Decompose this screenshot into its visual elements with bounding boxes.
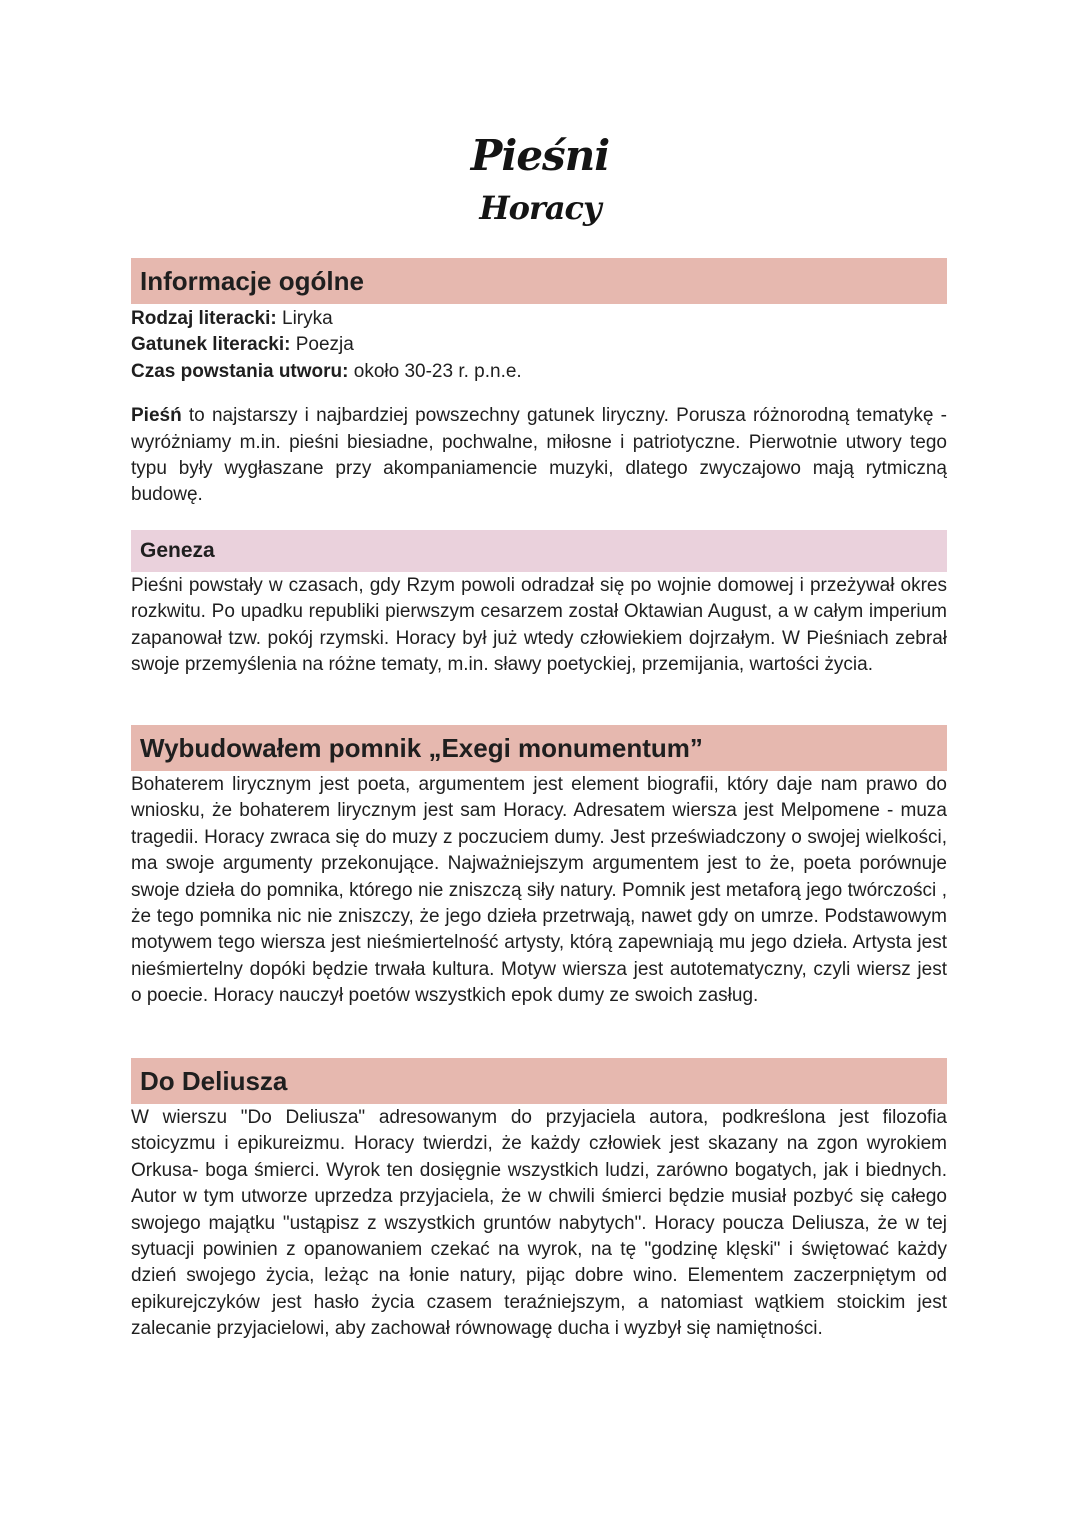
title-block — [0, 128, 1080, 232]
section-info — [131, 258, 947, 509]
info-value: około 30-23 r. p.n.e. — [353, 360, 522, 382]
info-label: Gatunek literacki: — [131, 334, 291, 356]
section-heading-geneza: Geneza — [131, 530, 947, 572]
info-row-date — [131, 359, 947, 385]
section-heading-info: Informacje ogólne — [131, 258, 947, 304]
section-deliusz — [131, 1058, 947, 1343]
info-label: Rodzaj literacki: — [131, 308, 277, 329]
geneza-paragraph: Pieśni powstały w czasach, gdy Rzym powoli odradzał się po wojnie domowej i przeżywał okres rozkwitu. Po upadku republiki pierwszym cesarzem został Oktawian August, a w całym imperium zapanował tzw. pokój rzymski. Horacy był już wtedy człowiekiem dojrzałym. W Pieśniach zebrał swoje przemyślenia na różne tematy, m.in. sławy poetyckiej, przemijania, wartości życia. — [131, 575, 947, 676]
section-geneza — [131, 530, 947, 679]
page-subtitle: Horacy — [479, 189, 601, 227]
info-intro-paragraph — [131, 403, 947, 509]
section-exegi — [131, 725, 947, 1010]
intro-bold-term: Pieśń — [131, 405, 182, 427]
info-value: Liryka — [282, 308, 333, 329]
page-title: Pieśni — [470, 131, 610, 180]
section-heading-deliusz: Do Deliusza — [131, 1058, 947, 1104]
section-heading-exegi: Wybudowałem pomnik „Exegi monumentum” — [131, 725, 947, 771]
info-row-genre — [131, 332, 947, 358]
info-label: Czas powstania utworu: — [131, 360, 349, 382]
intro-text: to najstarszy i najbardziej powszechny gatunek liryczny. Porusza różnorodną tematykę - wyróżniamy m.in. pieśni biesiadne, pochwalne, miłosne i patriotyczne. Pierwotnie utwory tego typu były wygłaszane przy akompaniamencie muzyki, dlatego zwyczajowo mają rytmiczną budowę. — [131, 405, 947, 506]
info-list — [131, 306, 947, 385]
deliusz-paragraph: W wierszu "Do Deliusza" adresowanym do przyjaciela autora, podkreślona jest filozofia stoicyzmu i epikureizmu. Horacy twierdzi, że każdy człowiek jest skazany na zgon wyrokiem Orkusa- boga śmierci. Wyrok ten dosięgnie wszystkich ludzi, zarówno bogatych, jak i biednych. Autor w tym utworze uprzedza przyjaciela, że w chwili śmierci będzie musiał pozbyć się całego swojego majątku "ustąpisz z wszystkich gruntów nabytych". Horacy poucza Deliusza, że w tej sytuacji powinien z opanowaniem czekać na wyrok, na tę "godzinę klęski" i świętować każdy dzień swojego życia, leżąc na łonie natury, pijąc dobre wino. Elementem zaczerpniętym od epikurejczyków jest hasło życia czasem teraźniejszym, a natomiast wątkiem stoickim jest zalecanie przyjacielowi, aby zachował równowagę ducha i wyzbył się namiętności. — [131, 1107, 947, 1340]
info-row-genre-type — [131, 306, 947, 332]
info-value: Poezja — [295, 334, 354, 356]
exegi-paragraph: Bohaterem lirycznym jest poeta, argumentem jest element biografii, który daje nam prawo do wniosku, że bohaterem lirycznym jest sam Horacy. Adresatem wiersza jest Melpomene - muza tragedii. Horacy zwraca się do muzy z poczuciem dumy. Jest przeświadczony o swojej wielkości, ma swoje argumenty przekonujące. Najważniejszym argumentem jest to że, poeta porównuje swoje dzieła do pomnika, którego nie zniszczą siły natury. Pomnik jest metaforą jego twórczości , że tego pomnika nic nie zniszczy, że jego dzieła przetrwają, nawet gdy on umrze. Podstawowym motywem tego wiersza jest nieśmiertelność artysty, którą zapewniają mu jego dzieła. Artysta jest nieśmiertelny dopóki będzie trwała kultura. Motyw wiersza jest autotematyczny, czyli wiersz jest o poecie. Horacy nauczył poetów wszystkich epok dumy ze swoich zasług. — [131, 774, 947, 1007]
